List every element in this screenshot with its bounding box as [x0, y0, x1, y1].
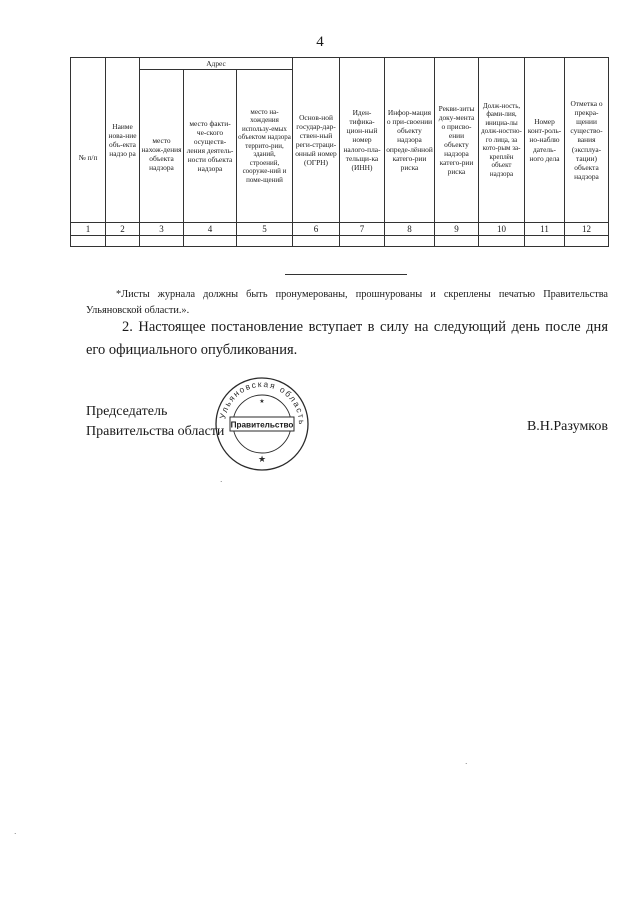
column-number: 5: [237, 223, 293, 236]
signatory-position-line1: Председатель: [86, 404, 168, 419]
signatory-name: В.Н.Разумков: [526, 419, 608, 434]
header-cell-11: Номер конт-роль-но-наблю датель-ного дела: [525, 58, 565, 223]
column-number: 9: [435, 223, 479, 236]
scan-speck: ·: [465, 760, 468, 768]
header-cell-2: Наиме нова-ние объ-екта надзо ра: [106, 58, 140, 223]
scan-speck: ·: [14, 830, 17, 838]
table-row: [71, 236, 609, 247]
seal-star-icon: ★: [259, 399, 265, 405]
footnote: *Листы журнала должны быть пронумерованы, прошнурованы и скреплены печатью Правительства Ульяновской области.».: [86, 289, 608, 316]
column-number: 7: [340, 223, 385, 236]
journal-table: [70, 57, 609, 247]
column-number: 10: [479, 223, 525, 236]
page-number: 4: [316, 34, 324, 50]
column-number: 8: [385, 223, 435, 236]
column-number: 1: [71, 223, 106, 236]
header-cell-3: место нахож-дения объекта надзора: [140, 70, 184, 223]
header-cell-8: Инфор-мация о при-своении объекту надзора опреде-лённой катего-рии риска: [385, 58, 435, 223]
header-address-group: Адрес: [140, 58, 293, 70]
column-number: 4: [184, 223, 237, 236]
column-number: 2: [106, 223, 140, 236]
signature-block: [86, 402, 224, 441]
column-number-row: [71, 223, 609, 236]
header-cell-1: № п/п: [71, 58, 106, 223]
signatory-position-line2: Правительства области: [86, 423, 225, 439]
table-header-row-group: [71, 58, 609, 70]
resolution-paragraph: 2. Настоящее постановление вступает в силу на следующий день после дня его официального опубликования.: [86, 319, 608, 359]
header-cell-9: Рекви-зиты доку-мента о присво-ении объекту надзора катего-рии риска: [435, 58, 479, 223]
header-cell-6: Основ-ной государ-дар-ствен-ный реги-страци-онный номер (ОГРН): [293, 58, 340, 223]
column-number: 12: [565, 223, 609, 236]
seal-ring-text: Ульяновская область: [217, 378, 308, 426]
header-cell-4: место факти-че-ского осуществ-ления деятель-ности объекта надзора: [184, 70, 237, 223]
official-seal: [214, 376, 310, 472]
column-number: 11: [525, 223, 565, 236]
header-cell-12: Отметка о прекра-щении существо-вания (эксплуа-тации) объекта надзора: [565, 58, 609, 223]
header-cell-5: место на-хождения использу-емых объектом надзора террито-рии, зданий, строений, сооруже-ний и поме-щений: [237, 70, 293, 223]
header-cell-7: Иден-тифика-цион-ный номер налого-пла-тельщи-ка (ИНН): [340, 58, 385, 223]
footnote-divider: [285, 274, 407, 275]
column-number: 3: [140, 223, 184, 236]
seal-center-text: Правительство: [230, 420, 294, 430]
scan-speck: ·: [220, 478, 223, 486]
seal-star-icon: ★: [257, 454, 267, 464]
header-cell-10: Долж-ность, фами-лия, инициа-лы долж-ностно-го лица, за кото-рым за-креплён объект надзора: [479, 58, 525, 223]
column-number: 6: [293, 223, 340, 236]
